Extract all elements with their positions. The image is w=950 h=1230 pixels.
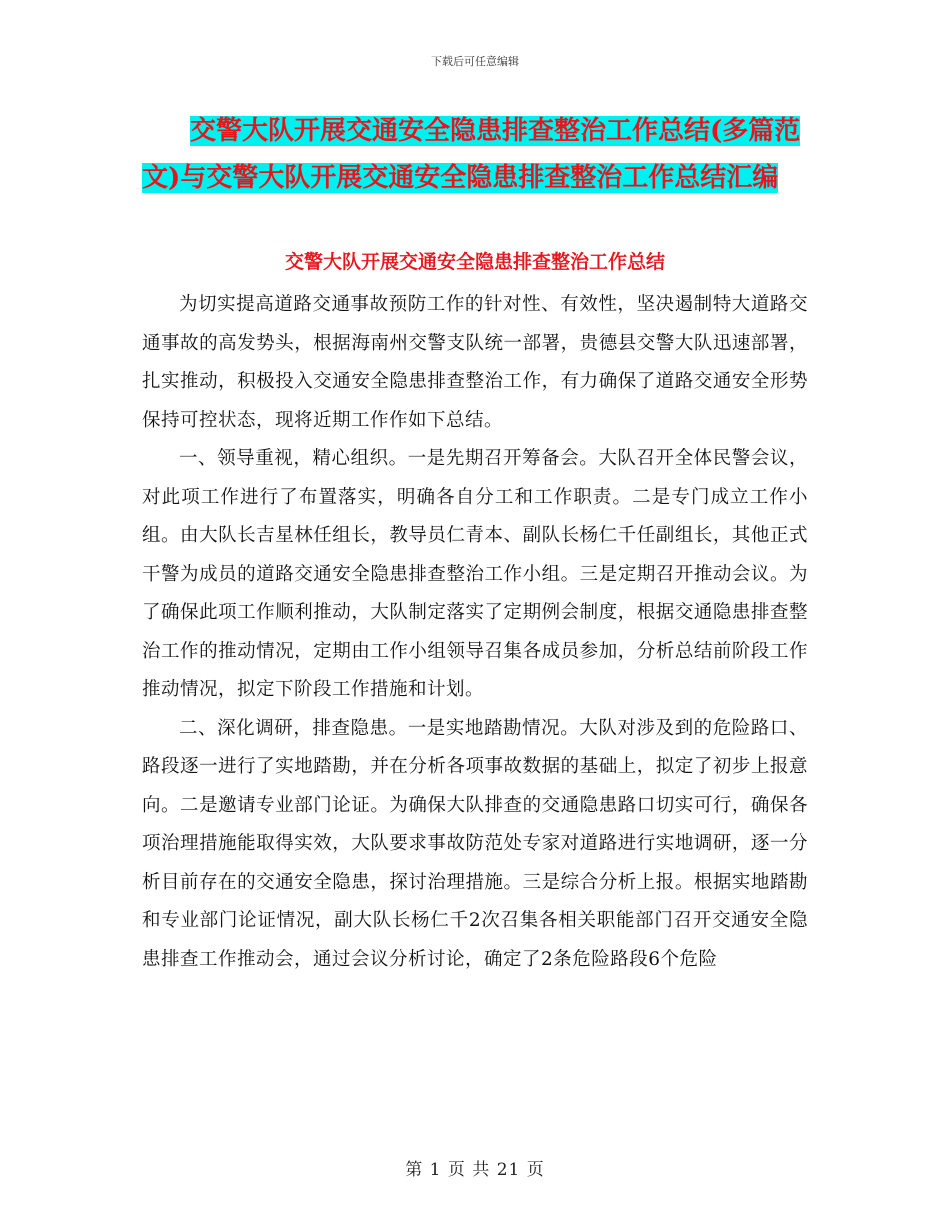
page-footer: 第 1 页 共 21 页 <box>405 1160 545 1180</box>
paragraph-research: 二、深化调研，排查隐患。一是实地踏勘情况。大队对涉及到的危险路口、路段逐一进行了实地踏勘，并在分析各项事故数据的基础上，拟定了初步上报意向。二是邀请专业部门论证。为确保大队排查的交通隐患路口切实可行，确保各项治理措施能取得实效，大队要求事故防范处专家对道路进行实地调研，逐一分析目前存在的交通安全隐患，探讨治理措施。三是综合分析上报。根据实地踏勘和专业部门论证情况，副大队长杨仁千2次召集各相关职能部门召开交通安全隐患排查工作推动会，通过会议分析讨论，确定了2条危险路段6个危险 <box>142 717 808 970</box>
document-title <box>142 108 818 202</box>
title-highlight-1: 交警大队开展交通安全隐患排查整治工作总结(多篇范 <box>190 116 801 146</box>
paragraph-intro: 为切实提高道路交通事故预防工作的针对性、有效性，坚决遏制特大道路交通事故的高发势头，根据海南州交警支队统一部署，贵德县交警大队迅速部署，扎实推动，积极投入交通安全隐患排查整治工作，有力确保了道路交通安全形势保持可控状态，现将近期工作作如下总结。 <box>142 294 808 431</box>
paragraph-leadership: 一、领导重视，精心组织。一是先期召开筹备会。大队召开全体民警会议，对此项工作进行了布置落实，明确各自分工和工作职责。二是专门成立工作小组。由大队长吉星林任组长，教导员仁青本、副队长杨仁千任副组长，其他正式干警为成员的道路交通安全隐患排查整治工作小组。三是定期召开推动会议。为了确保此项工作顺利推动，大队制定落实了定期例会制度，根据交通隐患排查整治工作的推动情况，定期由工作小组领导召集各成员参加，分析总结前阶段工作推动情况，拟定下阶段工作措施和计划。 <box>142 448 808 700</box>
document-title-line-1 <box>142 108 818 155</box>
section-title: 交警大队开展交通安全隐患排查整治工作总结 <box>284 251 665 273</box>
title-highlight-2: 文)与交警大队开展交通安全隐患排查整治工作总结汇编 <box>142 163 779 193</box>
header-note: 下载后可任意编辑 <box>431 55 519 68</box>
body-text <box>142 286 808 979</box>
document-title-line-2 <box>142 155 818 202</box>
